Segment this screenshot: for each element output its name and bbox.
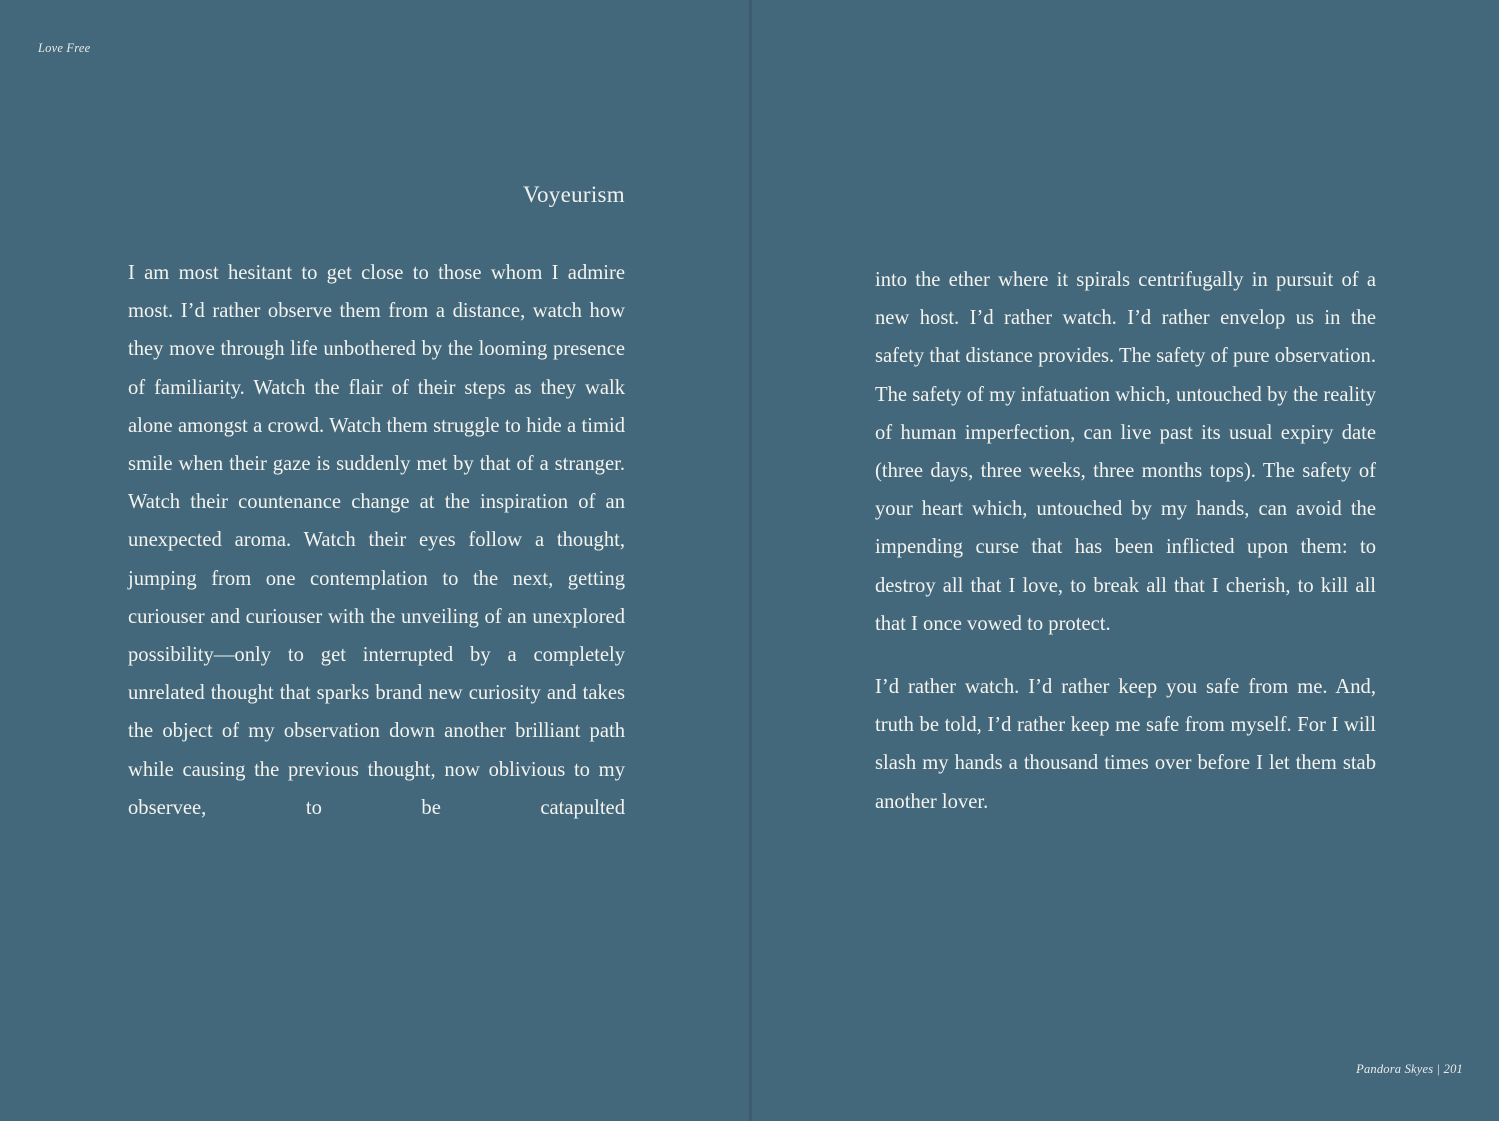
footer-author: Pandora Skyes bbox=[1356, 1062, 1434, 1076]
running-head: Love Free bbox=[38, 41, 91, 55]
right-page-paragraph-1: into the ether where it spirals centrifugally in pursuit of a new host. I’d rather watch. I’d rather envelop us in the safety that distance provides. The safety of pure observation. The safety of my infatuation which, untouched by the reality of human imperfection, can live past its usual expiry date (three days, three weeks, three months tops). The safety of your heart which, untouched by my hands, can avoid the impending curse that has been inflicted upon them: to destroy all that I love, to break all that I cherish, to kill all that I once vowed to protect. bbox=[875, 269, 1376, 635]
folio bbox=[1356, 1062, 1463, 1077]
right-page-paragraph-2: I’d rather watch. I’d rather keep you safe from me. And, truth be told, I’d rather keep me safe from myself. For I will slash my hands a thousand times over before I let them stab another lover. bbox=[875, 676, 1376, 813]
chapter-title: Voyeurism bbox=[523, 182, 625, 207]
page-number: 201 bbox=[1443, 1062, 1463, 1076]
left-page-paragraph: I am most hesitant to get close to those whom I admire most. I’d rather observe them from a distance, watch how they move through life unbothered by the looming presence of familiarity. Watch the flair of their steps as they walk alone amongst a crowd. Watch them struggle to hide a timid smile when their gaze is suddenly met by that of a stranger. Watch their countenance change at the inspiration of an unexpected aroma. Watch their eyes follow a thought, jumping from one contemplation to the next, getting curiouser and curiouser with the unveiling of an unexplored possibility—only to get interrupted by a completely unrelated thought that sparks brand new curiosity and takes the object of my observation down another brilliant path while causing the previous thought, now oblivious to my observee, to be catapulted bbox=[128, 262, 625, 819]
right-page bbox=[751, 0, 1499, 1121]
footer-separator: | bbox=[1436, 1062, 1441, 1076]
